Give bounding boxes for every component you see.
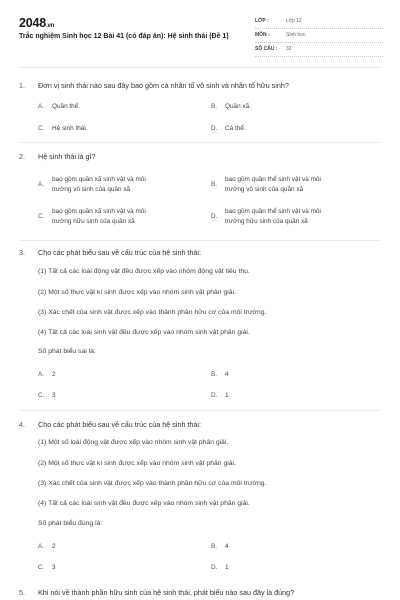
option-letter: B. <box>211 103 218 110</box>
option-letter: D. <box>211 125 218 132</box>
question-5 <box>19 588 381 598</box>
option-letter: A. <box>38 371 45 378</box>
statement-1: (1) Một số loài động vật được xếp vào nhóm sinh vật phân giải. <box>38 439 229 446</box>
question-3 <box>19 248 381 408</box>
question-stem: Cho các phát biểu sau về cấu trúc của hệ sinh thái: <box>38 248 202 257</box>
option-letter: D. <box>211 564 218 571</box>
option-text: 1 <box>225 564 229 571</box>
question-number: 5. <box>19 588 25 597</box>
statement-4: (4) Tất cả các loài sinh vật đều được xếp vào nhóm sinh vật phân giải. <box>38 329 250 336</box>
meta-subject <box>255 29 383 43</box>
statement-3: (3) Xác chết của sinh vật được xếp vào thành phần hữu cơ của môi trường. <box>38 480 267 487</box>
question-prompt: Số phát biểu sai là: <box>38 348 96 355</box>
meta-count-value: 32 <box>286 46 292 52</box>
question-number: 2. <box>19 152 25 161</box>
question-number: 4. <box>19 420 25 429</box>
meta-subject-label: MÔN : <box>255 32 270 38</box>
option-text: 4 <box>225 371 229 378</box>
option-letter: A. <box>38 103 45 110</box>
option-text: bao gồm quần xã sinh vật và môi trường hữu sinh của quần xã <box>52 208 146 225</box>
logo-suffix: .vn <box>46 23 55 29</box>
option-letter: C. <box>38 392 45 399</box>
question-stem: Cho các phát biểu sau về cấu trúc của hệ sinh thái: <box>38 420 202 429</box>
question-4 <box>19 420 381 580</box>
option-letter: B. <box>211 543 218 550</box>
option-letter: B. <box>211 371 218 378</box>
option-text: Cá thể. <box>225 125 246 132</box>
question-number: 1. <box>19 81 25 90</box>
option-text: bao gồm quần thể sinh vật và môi trường vô sinh của quần xã <box>225 176 321 193</box>
option-letter: A. <box>38 543 45 550</box>
question-divider <box>19 142 381 143</box>
option-letter: C. <box>38 125 45 132</box>
meta-class-value: Lớp 12 <box>286 18 302 24</box>
statement-2: (2) Một số thực vật kí sinh được xếp vào nhóm sinh vật phân giải. <box>38 460 236 467</box>
question-number: 3. <box>19 248 25 257</box>
question-divider <box>19 410 381 411</box>
option-letter: C. <box>38 213 45 220</box>
question-stem: Hệ sinh thái là gì? <box>38 152 96 161</box>
statement-2: (2) Một số thực vật kí sinh được xếp vào nhóm sinh vật phân giải. <box>38 289 236 296</box>
option-text: 2 <box>52 543 56 550</box>
question-2 <box>19 152 381 232</box>
option-text: bao gồm quần xã sinh vật và môi trường vô sinh của quần xã <box>52 176 146 193</box>
statement-4: (4) Tất cả các loài sinh vật đều được xếp vào nhóm sinh vật phân giải. <box>38 500 250 507</box>
option-text: bao gồm quần thể sinh vật và môi trường hữu sinh của quần xã <box>225 208 321 225</box>
option-text: 3 <box>52 564 56 571</box>
option-letter: D. <box>211 213 218 220</box>
question-stem: Đơn vị sinh thái nào sau đây bao gồm cả nhân tố vô sinh và nhân tố hữu sinh? <box>38 81 289 90</box>
meta-subject-value: Sinh học <box>286 32 306 38</box>
statement-1: (1) Tất cả các loài động vật đều được xếp vào nhóm động vật tiêu thụ. <box>38 268 250 275</box>
question-divider <box>19 240 381 241</box>
option-text: Hệ sinh thái. <box>52 125 88 132</box>
option-letter: C. <box>38 564 45 571</box>
option-letter: D. <box>211 392 218 399</box>
meta-class-label: LỚP : <box>255 18 269 24</box>
question-1 <box>19 81 381 141</box>
option-text: 4 <box>225 543 229 550</box>
option-text: 3 <box>52 392 56 399</box>
option-letter: B. <box>211 181 218 188</box>
option-text: 2 <box>52 371 56 378</box>
option-text: Quần xã. <box>225 103 251 110</box>
option-text: Quần thể. <box>52 103 81 110</box>
question-prompt: Số phát biểu đúng là: <box>38 520 103 527</box>
header-divider <box>19 67 381 68</box>
meta-count-label: SỐ CÂU : <box>255 46 278 52</box>
option-letter: A. <box>38 181 45 188</box>
option-text: 1 <box>225 392 229 399</box>
page-title: Trắc nghiệm Sinh học 12 Bài 41 (có đáp án): Hệ sinh thái (Đề 1) <box>19 33 229 40</box>
statement-3: (3) Xác chết của sinh vật được xếp vào thành phần hữu cơ của môi trường. <box>38 309 267 316</box>
meta-count <box>255 43 383 57</box>
meta-class <box>255 15 383 29</box>
site-logo[interactable]: 2048.vn <box>19 16 55 30</box>
question-stem: Khi nói về thành phần hữu sinh của hệ sinh thái, phát biểu nào sau đây là đúng? <box>38 588 295 597</box>
